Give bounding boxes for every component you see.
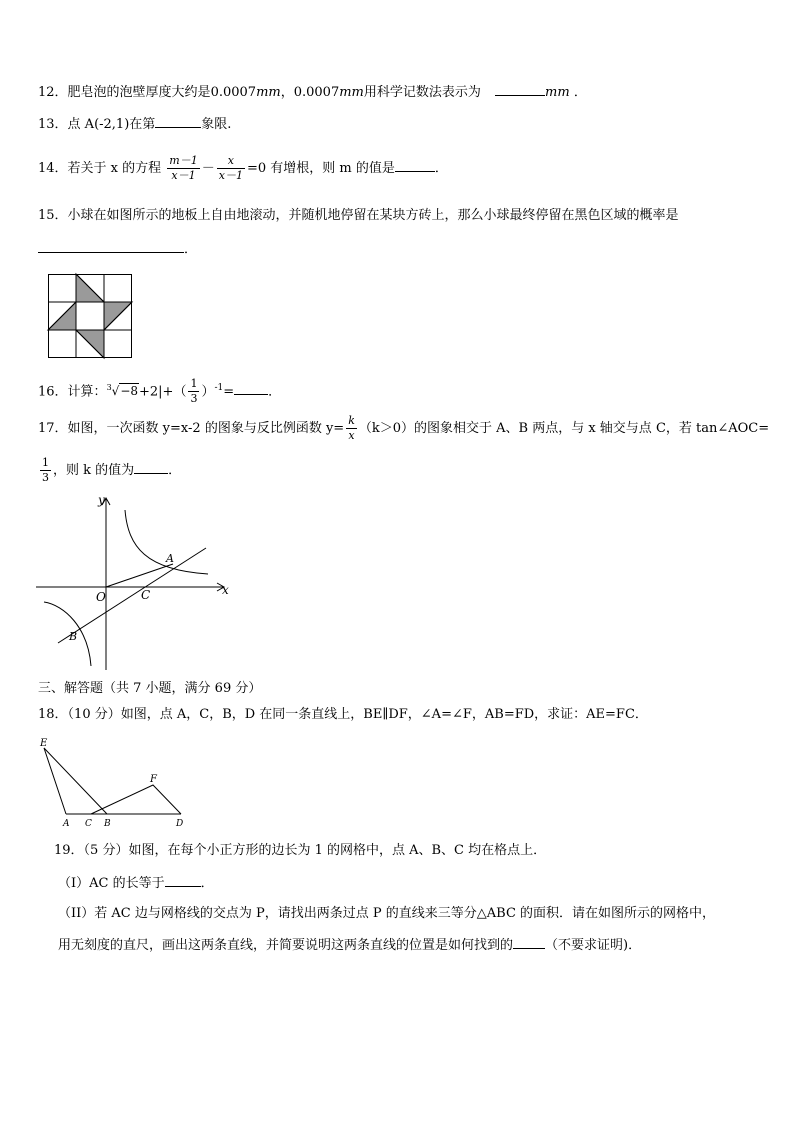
q16-text-2: +2|+（ xyxy=(139,384,187,400)
label-a: A xyxy=(63,819,70,829)
q13-text-2: 象限. xyxy=(201,117,232,132)
q19-text-1: （5 分）如图，在每个小正方形的边长为 1 的网格中，点 A、B、C 均在格点上． xyxy=(83,843,547,858)
q12-value-2: 0.0007 xyxy=(293,85,340,100)
q12-text-1: 肥皂泡的泡壁厚度大约是 xyxy=(67,85,211,100)
label-d: D xyxy=(176,819,184,829)
answer-blank[interactable] xyxy=(38,240,184,253)
function-graph-figure xyxy=(36,492,236,672)
q17-fraction-one-third: $\frac{1}{3}$ xyxy=(42,456,49,484)
q14-text-1: 若关于 x 的方程 xyxy=(67,161,162,176)
q14-end: ． xyxy=(434,161,448,176)
question-17 xyxy=(38,412,769,446)
question-19-part-1 xyxy=(58,874,214,893)
black-triangles xyxy=(48,274,132,358)
label-b: B xyxy=(104,819,111,829)
q12-unit-1: mm xyxy=(256,85,281,100)
q17-fraction-k-over-x: $\frac{k}{x}$ xyxy=(348,414,355,442)
q14-minus: － xyxy=(201,161,215,176)
hyperbola-branch-2 xyxy=(44,602,91,666)
q12-text-2: 用科学记数法表示为 xyxy=(363,85,481,100)
q12-number: 12． xyxy=(38,85,68,100)
question-13 xyxy=(38,115,231,134)
tile-grid xyxy=(48,274,132,358)
q17-number: 17． xyxy=(38,421,68,436)
q12-end: ． xyxy=(573,85,587,100)
label-e: E xyxy=(40,738,48,749)
q17-text-2: （k＞0）的图象相交于 A、B 两点，与 x 轴交与点 C，若 tan∠AOC= xyxy=(358,421,770,436)
answer-blank[interactable] xyxy=(155,115,201,128)
answer-blank[interactable] xyxy=(513,936,545,949)
q14-fraction-2: $\frac{x}{x-1}$ xyxy=(218,154,243,182)
q15-text-1: 小球在如图所示的地板上自由地滚动，并随机地停留在某块方砖上，那么小球最终停留在黑色区域的概率是 xyxy=(67,208,679,223)
q19-part-1-text: （I）AC 的长等于 xyxy=(58,876,165,891)
q19-number: 19． xyxy=(54,843,84,858)
answer-blank[interactable] xyxy=(234,382,268,395)
answer-blank[interactable] xyxy=(395,159,435,172)
question-19 xyxy=(54,842,546,860)
q16-fraction: $\frac{1}{3}$ xyxy=(190,377,198,406)
q12-value-1: 0.0007 xyxy=(210,85,257,100)
question-15 xyxy=(38,207,679,225)
q16-number: 16． xyxy=(38,384,68,400)
label-b: B xyxy=(69,630,78,643)
q16-end: ． xyxy=(268,384,282,400)
q16-exponent: -1 xyxy=(214,383,224,393)
triangle-proof-figure xyxy=(36,736,196,828)
q19-part-1-end: ． xyxy=(200,876,214,891)
label-x: x xyxy=(222,583,229,597)
label-f: F xyxy=(150,774,157,785)
q12-unit-3: mm xyxy=(545,85,570,100)
q14-fraction-1: $\frac{m-1}{x-1}$ xyxy=(169,154,198,182)
q19-part-2-text-2: 用无刻度的直尺，画出这两条直线，并简要说明这两条直线的位置是如何找到的 xyxy=(58,938,514,953)
q19-part-2-text-1: （II）若 AC 边与网格线的交点为 P，请找出两条过点 P 的直线来三等分△ABC 的面积．请在如图所示的网格中， xyxy=(58,906,716,921)
tile-floor-figure xyxy=(48,274,132,358)
q14-number: 14． xyxy=(38,161,68,176)
question-15-answer-line xyxy=(38,240,197,259)
answer-blank[interactable] xyxy=(134,461,168,474)
q15-end: ． xyxy=(184,242,198,257)
q12-separator: ， xyxy=(280,85,294,100)
q16-text-4: = xyxy=(223,384,235,400)
q17-end: ． xyxy=(168,463,182,478)
question-18 xyxy=(38,706,648,724)
q18-number: 18． xyxy=(38,707,68,722)
q16-text-3: ） xyxy=(201,384,215,400)
q18-text-1: （10 分）如图，点 A，C，B，D 在同一条直线上，BE∥DF，∠A=∠F，AB=FD，求证：AE=FC． xyxy=(67,707,648,722)
q19-part-2-text-3: （不要求证明)． xyxy=(545,938,642,953)
question-19-part-2 xyxy=(58,905,715,923)
question-17-line-2 xyxy=(38,452,181,490)
q16-text-1: 计算： xyxy=(67,384,107,400)
q13-text-1: 点 A(-2,1)在第 xyxy=(67,117,156,132)
question-14 xyxy=(38,150,448,188)
triangle-abe xyxy=(44,748,107,814)
q15-number: 15． xyxy=(38,208,68,223)
label-c: C xyxy=(85,819,92,829)
q16-cube-root: $^3$√−8 xyxy=(106,383,139,399)
answer-blank[interactable] xyxy=(165,874,201,887)
section-3-title: 三、解答题（共 7 小题，满分 69 分） xyxy=(38,681,262,696)
section-3-heading xyxy=(38,680,261,698)
q14-text-2: =0 有增根，则 m 的值是 xyxy=(246,161,395,176)
label-y: y xyxy=(98,493,105,507)
triangle-cdf xyxy=(91,785,181,814)
question-16 xyxy=(38,371,281,409)
question-12 xyxy=(38,83,587,102)
label-o: O xyxy=(96,590,106,604)
label-a: A xyxy=(166,552,174,565)
q17-text-3: ，则 k 的值为 xyxy=(53,463,135,478)
question-19-part-2-line-2 xyxy=(58,936,641,955)
q12-unit-2: mm xyxy=(339,85,364,100)
q17-text-1: 如图，一次函数 y=x-2 的图象与反比例函数 y= xyxy=(67,421,345,436)
answer-blank[interactable] xyxy=(495,83,545,96)
q13-number: 13． xyxy=(38,117,68,132)
label-c: C xyxy=(141,588,151,602)
